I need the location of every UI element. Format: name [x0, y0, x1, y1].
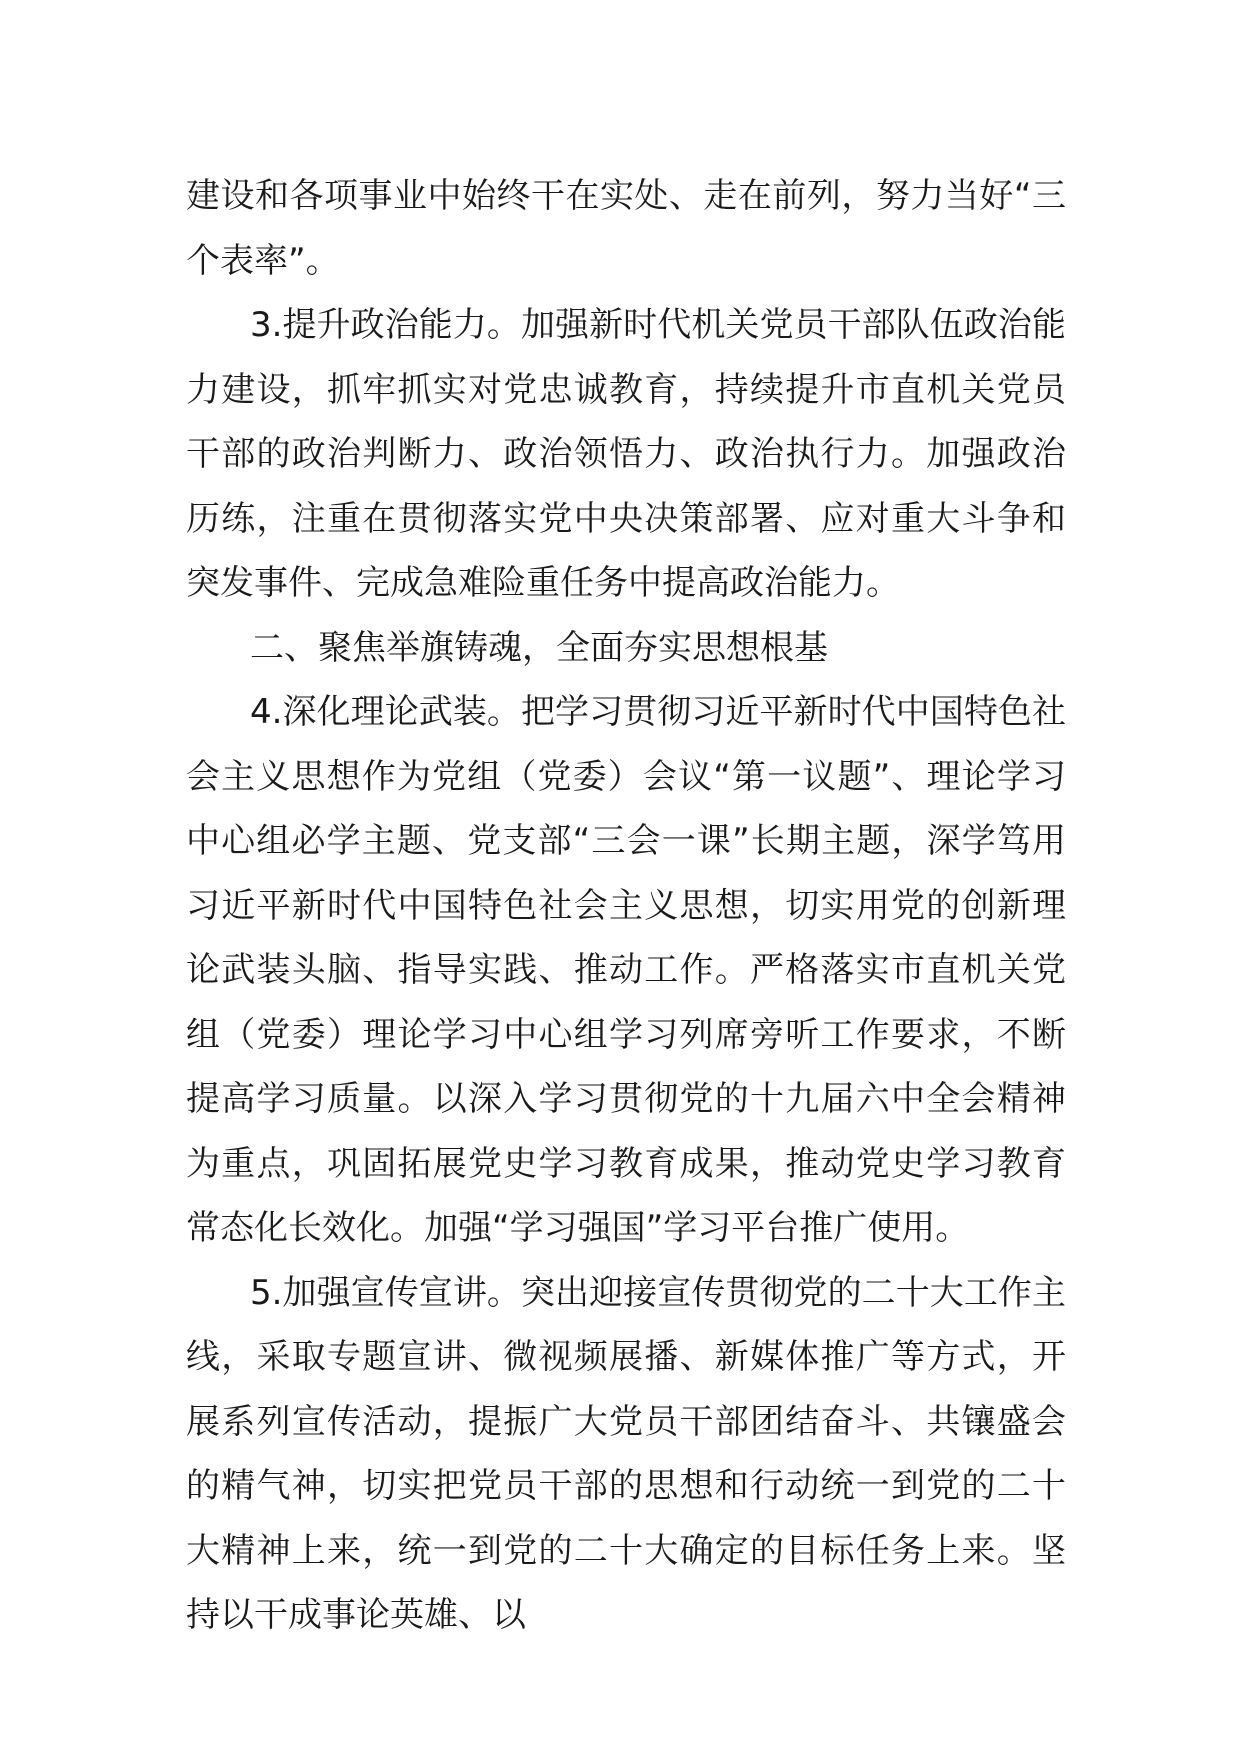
paragraph-item-3: 3.提升政治能力。加强新时代机关党员干部队伍政治能力建设，抓牢抓实对党忠诚教育，持续提升市直机关党员干部的政治判断力、政治领悟力、政治执行力。加强政治历练，注重在贯彻落实党中央决策部署、应对重大斗争和突发事件、完成急难险重任务中提高政治能力。: [186, 305, 1066, 603]
document-body: [186, 164, 1066, 1648]
paragraph-item-4: 4.深化理论武装。把学习贯彻习近平新时代中国特色社会主义思想作为党组（党委）会议“第一议题”、理论学习中心组必学主题、党支部“三会一课”长期主题，深学笃用习近平新时代中国特色社会主义思想，切实用党的创新理论武装头脑、指导实践、推动工作。严格落实市直机关党组（党委）理论学习中心组学习列席旁听工作要求，不断提高学习质量。以深入学习贯彻党的十九届六中全会精神为重点，巩固拓展党史学习教育成果，推动党史学习教育常态化长效化。加强“学习强国”学习平台推广使用。: [186, 692, 1066, 1248]
section-heading-2: 二、聚焦举旗铸魂，全面夯实思想根基: [250, 627, 828, 668]
paragraph-item-5: 5.加强宣传宣讲。突出迎接宣传贯彻党的二十大工作主线，采取专题宣讲、微视频展播、新媒体推广等方式，开展系列宣传活动，提振广大党员干部团结奋斗、共镶盛会的精气神，切实把党员干部的思想和行动统一到党的二十大精神上来，统一到党的二十大确定的目标任务上来。坚持以干成事论英雄、以: [186, 1272, 1066, 1635]
paragraph-continuation: 建设和各项事业中始终干在实处、走在前列，努力当好“三个表率”。: [186, 176, 1066, 281]
